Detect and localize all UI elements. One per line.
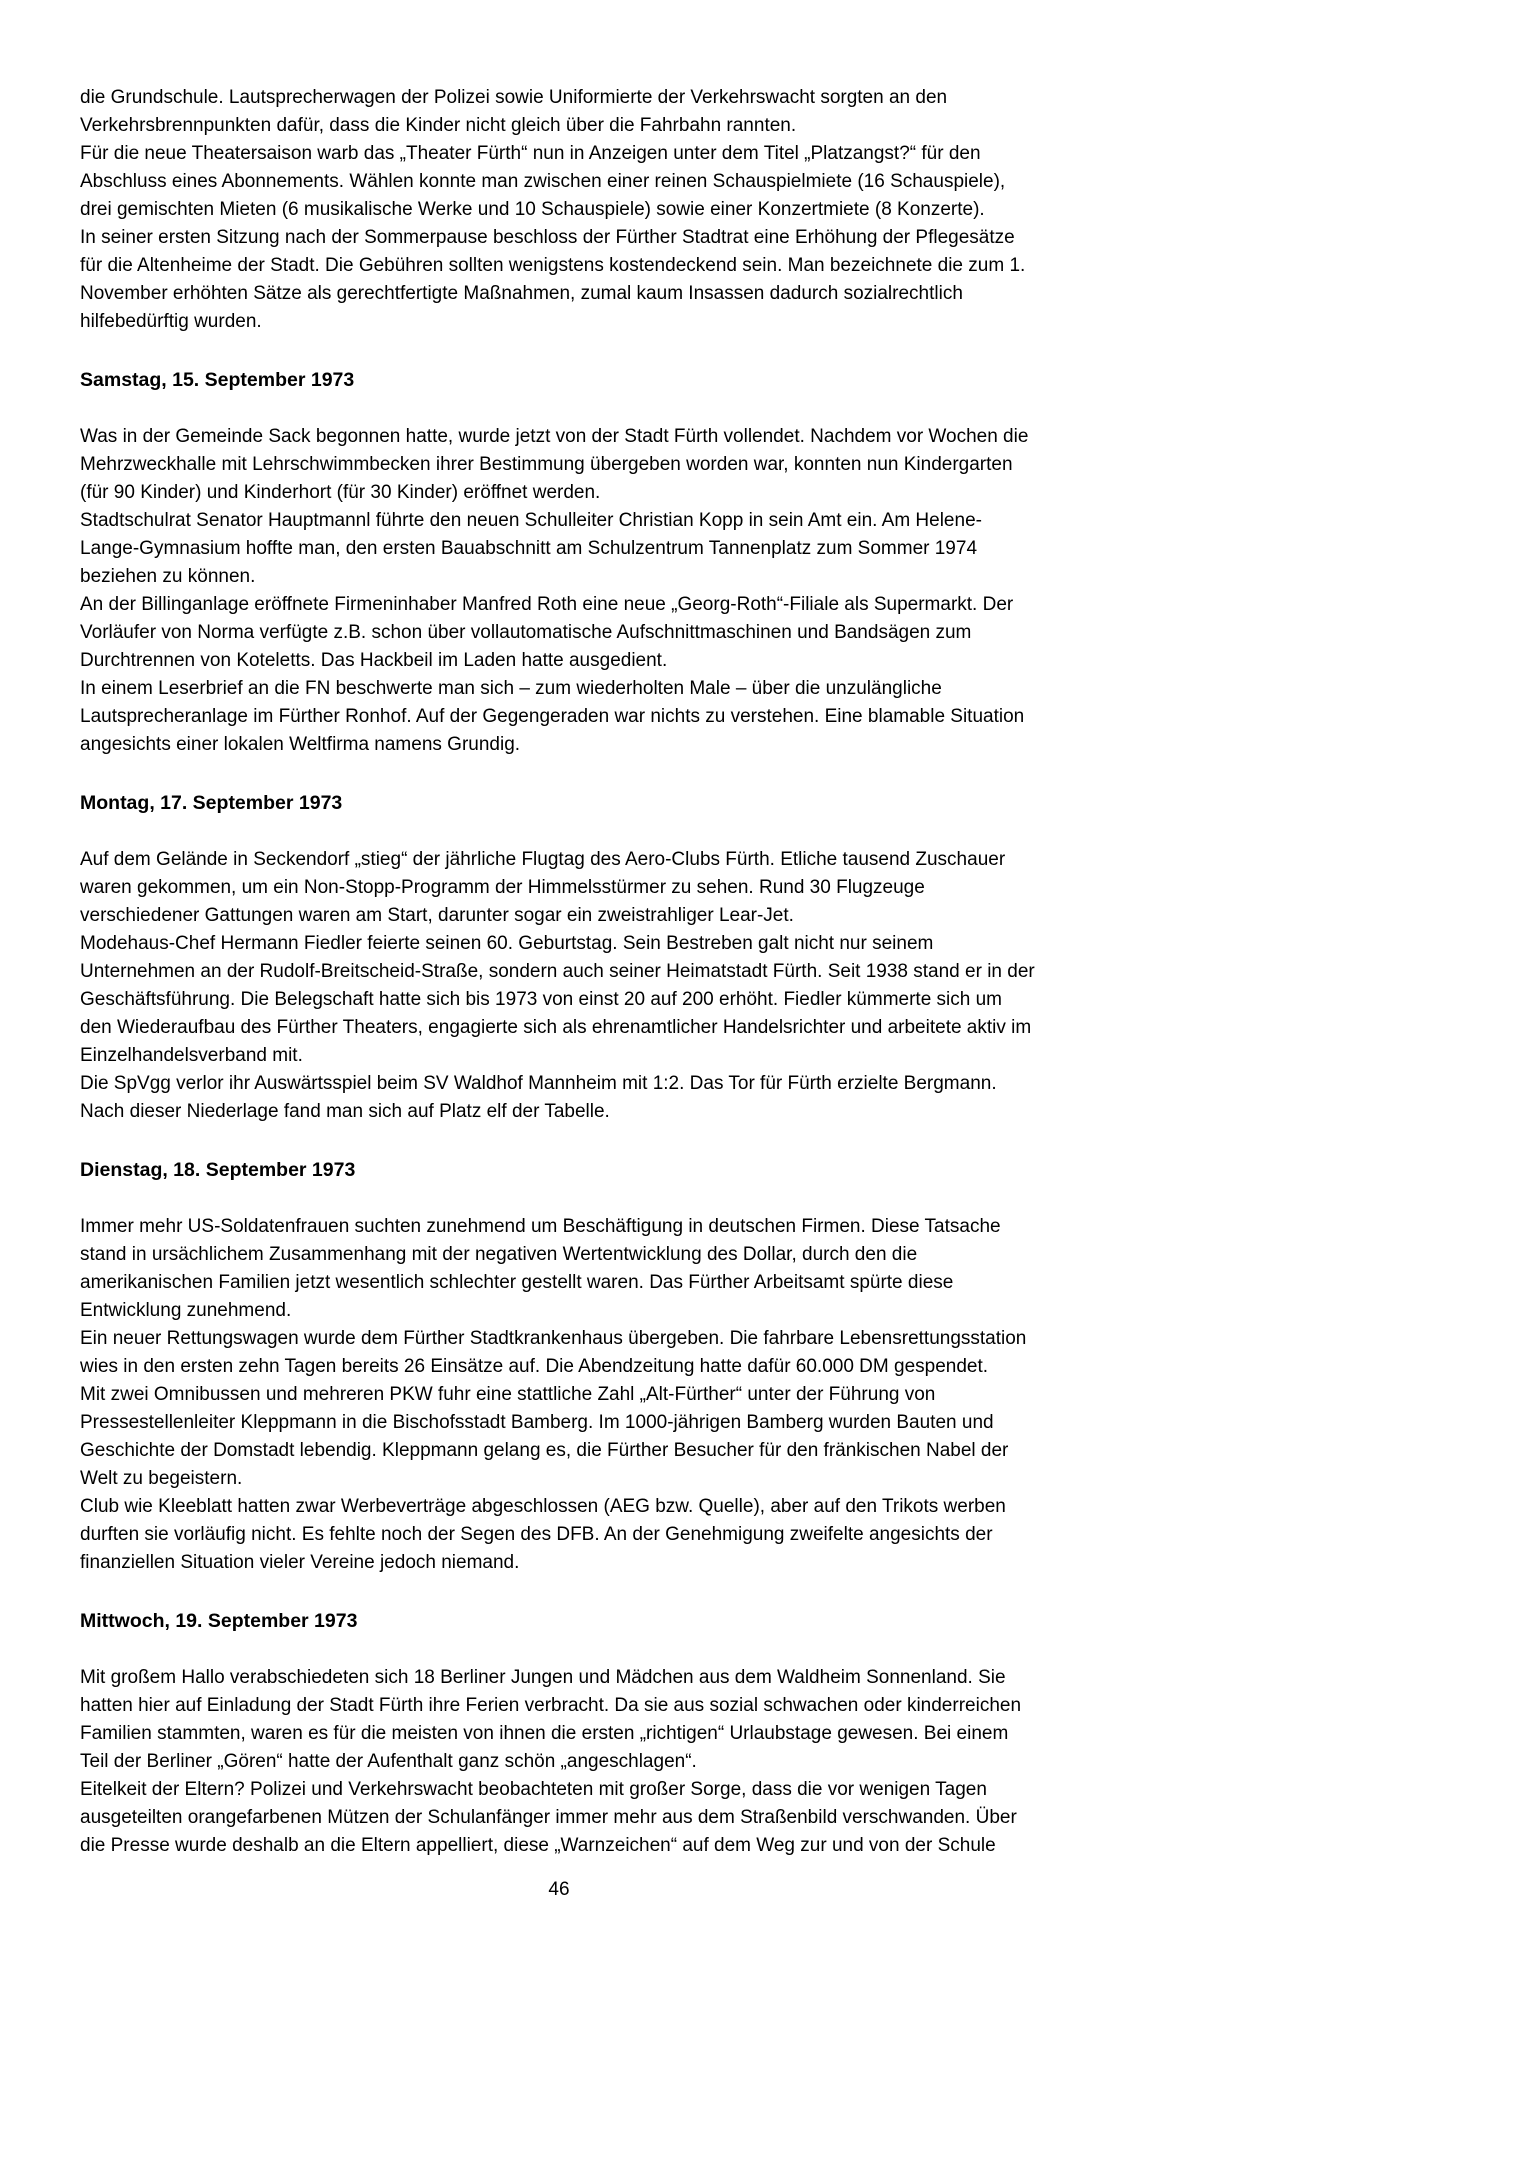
paragraph: Auf dem Gelände in Seckendorf „stieg“ der jährliche Flugtag des Aero-Clubs Fürth. Etliche tausend Zuschauer waren gekommen, um ein Non-Stopp-Programm der Himmelsstürmer zu sehen. Rund 30 Flugzeuge verschiedener Gattungen waren am Start, darunter sogar ein zweistrahliger Lear-Jet. — [80, 849, 1006, 926]
paragraph: Was in der Gemeinde Sack begonnen hatte, wurde jetzt von der Stadt Fürth vollendet. Nachdem vor Wochen die Mehrzweckhalle mit Lehrschwimmbecken ihrer Bestimmung übergeben worden war, konnten nun Kindergarten (für 90 Kinder) und Kinderhort (für 30 Kinder) eröffnet werden. — [80, 426, 1029, 503]
paragraph: die Grundschule. Lautsprecherwagen der Polizei sowie Uniformierte der Verkehrswacht sorgten an den Verkehrsbrennpunkten dafür, dass die Kinder nicht gleich über die Fahrbahn rannten. — [80, 87, 948, 136]
section-heading: Dienstag, 18. September 1973 — [80, 1159, 356, 1181]
paragraph: Die SpVgg verlor ihr Auswärtsspiel beim SV Waldhof Mannheim mit 1:2. Das Tor für Fürth erzielte Bergmann. Nach dieser Niederlage fand man sich auf Platz elf der Tabelle. — [80, 1073, 997, 1122]
section-heading: Montag, 17. September 1973 — [80, 792, 343, 814]
paragraph: In einem Leserbrief an die FN beschwerte man sich – zum wiederholten Male – über die unzulängliche Lautsprecheranlage im Fürther Ronhof. Auf der Gegengeraden war nichts zu verstehen. Eine blamable Situation angesichts einer lokalen Weltfirma namens Grundig. — [80, 678, 1025, 755]
paragraph: Für die neue Theatersaison warb das „Theater Fürth“ nun in Anzeigen unter dem Titel „Platzangst?“ für den Abschluss eines Abonnements. Wählen konnte man zwischen einer reinen Schauspielmiete (16 Schauspiele), drei gemischten Mieten (6 musikalische Werke und 10 Schauspiele) sowie einer Konzertmiete (8 Konzerte). — [80, 143, 1006, 220]
paragraph: An der Billinganlage eröffnete Firmeninhaber Manfred Roth eine neue „Georg-Roth“-Filiale als Supermarkt. Der Vorläufer von Norma verfügte z.B. schon über vollautomatische Aufschnittmaschinen und Bandsägen zum Durchtrennen von Koteletts. Das Hackbeil im Laden hatte ausgedient. — [80, 594, 1014, 671]
paragraph: Stadtschulrat Senator Hauptmannl führte den neuen Schulleiter Christian Kopp in sein Amt ein. Am Helene-Lange-Gymnasium hoffte man, den ersten Bauabschnitt am Schulzentrum Tannenplatz zum Sommer 1974 beziehen zu können. — [80, 510, 982, 587]
section-heading: Samstag, 15. September 1973 — [80, 369, 355, 391]
paragraph: Mit zwei Omnibussen und mehreren PKW fuhr eine stattliche Zahl „Alt-Fürther“ unter der Führung von Pressestellenleiter Kleppmann in die Bischofsstadt Bamberg. Im 1000-jährigen Bamberg wurden Bauten und Geschichte der Domstadt lebendig. Kleppmann gelang es, die Fürther Besucher für den fränkischen Nabel der Welt zu begeistern. — [80, 1384, 1009, 1489]
paragraph: Club wie Kleeblatt hatten zwar Werbeverträge abgeschlossen (AEG bzw. Quelle), aber auf den Trikots werben durften sie vorläufig nicht. Es fehlte noch der Segen des DFB. An der Genehmigung zweifelte angesichts der finanziellen Situation vieler Vereine jedoch niemand. — [80, 1496, 1006, 1573]
paragraph: Modehaus-Chef Hermann Fiedler feierte seinen 60. Geburtstag. Sein Bestreben galt nicht nur seinem Unternehmen an der Rudolf-Breitscheid-Straße, sondern auch seiner Heimatstadt Fürth. Seit 1938 stand er in der Geschäftsführung. Die Belegschaft hatte sich bis 1973 von einst 20 auf 200 erhöht. Fiedler kümmerte sich um den Wiederaufbau des Fürther Theaters, engagierte sich als ehrenamtlicher Handelsrichter und arbeitete aktiv im Einzelhandelsverband mit. — [80, 933, 1035, 1066]
paragraph: Ein neuer Rettungswagen wurde dem Fürther Stadtkrankenhaus übergeben. Die fahrbare Lebensrettungsstation wies in den ersten zehn Tagen bereits 26 Einsätze auf. Die Abendzeitung hatte dafür 60.000 DM gespendet. — [80, 1328, 1027, 1377]
paragraph: Eitelkeit der Eltern? Polizei und Verkehrswacht beobachteten mit großer Sorge, dass die vor wenigen Tagen ausgeteilten orangefarbenen Mützen der Schulanfänger immer mehr aus dem Straßenbild verschwanden. Über die Presse wurde deshalb an die Eltern appelliert, diese „Warnzeichen“ auf dem Weg zur und von der Schule — [80, 1779, 1017, 1856]
paragraph: Immer mehr US-Soldatenfrauen suchten zunehmend um Beschäftigung in deutschen Firmen. Diese Tatsache stand in ursächlichem Zusammenhang mit der negativen Wertentwicklung des Dollar, durch den die amerikanischen Familien jetzt wesentlich schlechter gestellt waren. Das Fürther Arbeitsamt spürte diese Entwicklung zunehmend. — [80, 1216, 1001, 1321]
document-body — [80, 84, 1038, 1860]
page-number: 46 — [548, 1879, 570, 1900]
paragraph: Mit großem Hallo verabschiedeten sich 18 Berliner Jungen und Mädchen aus dem Waldheim Sonnenland. Sie hatten hier auf Einladung der Stadt Fürth ihre Ferien verbracht. Da sie aus sozial schwachen oder kinderreichen Familien stammten, waren es für die meisten von ihnen die ersten „richtigen“ Urlaubstage gewesen. Bei einem Teil der Berliner „Gören“ hatte der Aufenthalt ganz schön „angeschlagen“. — [80, 1667, 1022, 1772]
section-heading: Mittwoch, 19. September 1973 — [80, 1610, 358, 1632]
paragraph: In seiner ersten Sitzung nach der Sommerpause beschloss der Fürther Stadtrat eine Erhöhung der Pflegesätze für die Altenheime der Stadt. Die Gebühren sollten wenigstens kostendeckend sein. Man bezeichnete die zum 1. November erhöhten Sätze als gerechtfertigte Maßnahmen, zumal kaum Insassen dadurch sozialrechtlich hilfebedürftig wurden. — [80, 227, 1026, 332]
